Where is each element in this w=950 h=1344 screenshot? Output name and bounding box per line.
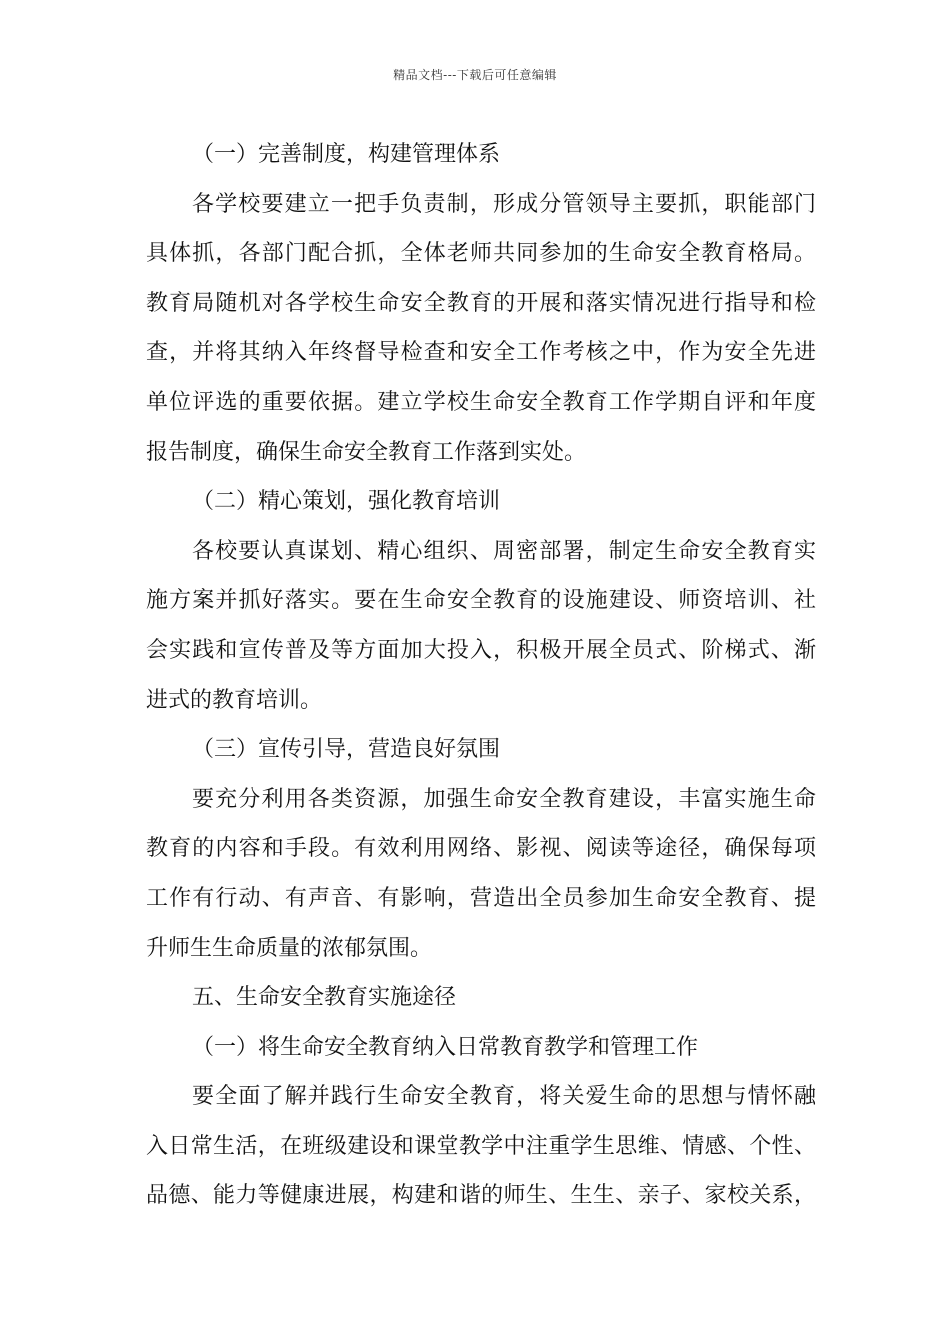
- paragraph-line: 教育局随机对各学校生命安全教育的开展和落实情况进行指导和检: [146, 290, 816, 316]
- paragraph-line: 施方案并抓好落实。要在生命安全教育的设施建设、师资培训、社: [146, 588, 816, 614]
- paragraph-line: 升师生生命质量的浓郁氛围。: [146, 935, 433, 961]
- paragraph-line: 查，并将其纳入年终督导检查和安全工作考核之中，作为安全先进: [146, 340, 816, 366]
- paragraph-line: 要充分利用各类资源，加强生命安全教育建设，丰富实施生命: [192, 786, 816, 812]
- section-heading: （二）精心策划，强化教育培训: [192, 489, 501, 515]
- paragraph-line: 单位评选的重要依据。建立学校生命安全教育工作学期自评和年度: [146, 389, 816, 415]
- paragraph-line: 要全面了解并践行生命安全教育，将关爱生命的思想与情怀融: [192, 1084, 816, 1110]
- section-heading: （一）完善制度，构建管理体系: [192, 142, 501, 167]
- section-heading: （三）宣传引导，营造良好氛围: [192, 737, 501, 763]
- paragraph-line: 具体抓，各部门配合抓，全体老师共同参加的生命安全教育格局。: [146, 241, 816, 267]
- chapter-heading: 五、生命安全教育实施途径: [192, 985, 457, 1011]
- document-body: [146, 130, 816, 1221]
- paragraph-line: 入日常生活，在班级建设和课堂教学中注重学生思维、情感、个性、: [146, 1133, 816, 1159]
- paragraph-line: 教育的内容和手段。有效利用网络、影视、阅读等途径，确保每项: [146, 836, 816, 862]
- paragraph-line: 各校要认真谋划、精心组织、周密部署，制定生命安全教育实: [192, 538, 816, 564]
- paragraph-line: 品德、能力等健康进展，构建和谐的师生、生生、亲子、家校关系，: [146, 1183, 816, 1209]
- section-heading: （一）将生命安全教育纳入日常教育教学和管理工作: [192, 1034, 699, 1060]
- paragraph-line: 各学校要建立一把手负责制，形成分管领导主要抓，职能部门: [192, 191, 816, 217]
- paragraph-line: 会实践和宣传普及等方面加大投入，积极开展全员式、阶梯式、渐: [146, 637, 816, 663]
- page-header: 精品文档---下载后可任意编辑: [393, 68, 557, 82]
- paragraph-line: 进式的教育培训。: [146, 687, 323, 713]
- paragraph-line: 工作有行动、有声音、有影响，营造出全员参加生命安全教育、提: [146, 885, 816, 911]
- paragraph-line: 报告制度，确保生命安全教育工作落到实处。: [146, 439, 587, 465]
